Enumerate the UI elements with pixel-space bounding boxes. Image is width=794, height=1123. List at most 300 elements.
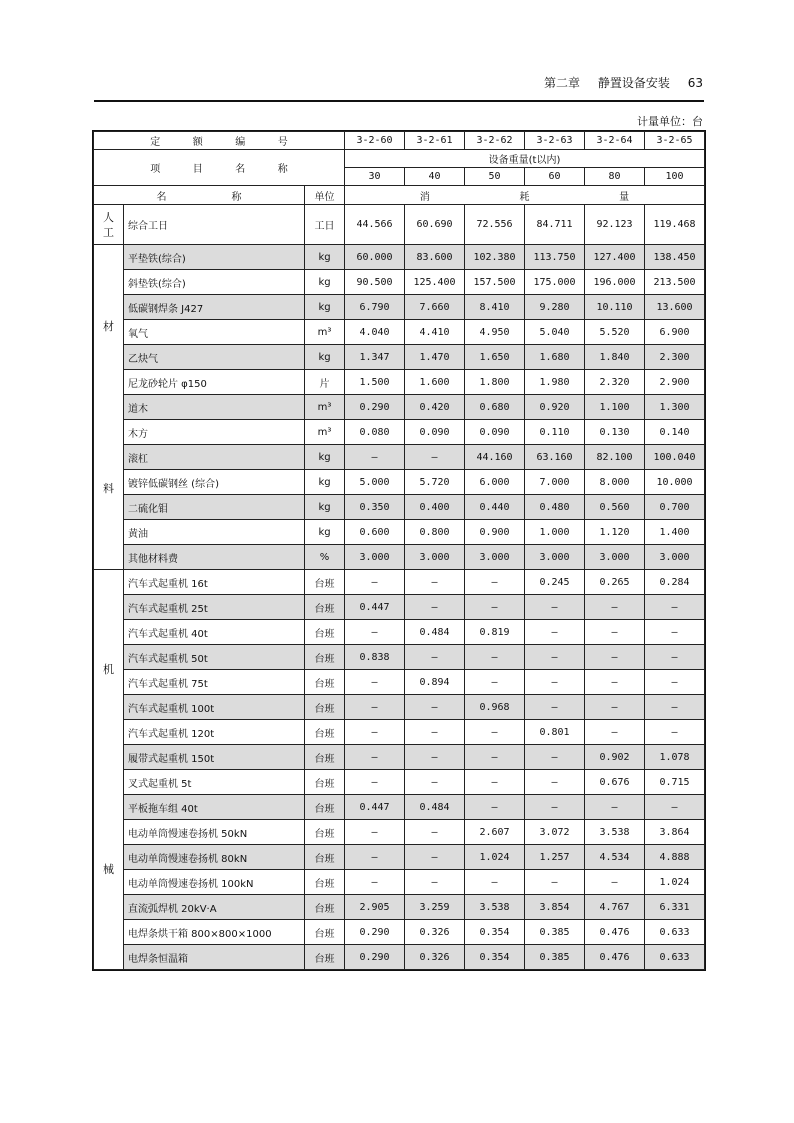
- value-cell: —: [645, 670, 705, 695]
- value-cell: —: [645, 620, 705, 645]
- value-cell: 125.400: [405, 270, 465, 295]
- header-char: 量: [619, 191, 630, 203]
- item-name-cell: 镀锌低碳钢丝 (综合): [124, 470, 305, 495]
- table-row: [94, 870, 705, 895]
- value-cell: —: [405, 745, 465, 770]
- value-cell: 1.024: [645, 870, 705, 895]
- value-cell: 0.350: [345, 495, 405, 520]
- value-cell: 4.410: [405, 320, 465, 345]
- unit-cell: kg: [305, 270, 345, 295]
- value-cell: 5.040: [525, 320, 585, 345]
- value-cell: —: [345, 620, 405, 645]
- value-cell: 6.900: [645, 320, 705, 345]
- value-cell: 0.902: [585, 745, 645, 770]
- value-cell: 0.476: [585, 920, 645, 945]
- table-row: [94, 745, 705, 770]
- item-name-cell: 平垫铁(综合): [124, 245, 305, 270]
- value-cell: 3.864: [645, 820, 705, 845]
- weight-cell: 100: [645, 168, 705, 186]
- value-cell: 175.000: [525, 270, 585, 295]
- value-cell: 82.100: [585, 445, 645, 470]
- item-name-cell: 滚杠: [124, 445, 305, 470]
- value-cell: —: [345, 570, 405, 595]
- value-cell: 3.000: [585, 545, 645, 570]
- table-row: [94, 945, 705, 970]
- header-char: 号: [277, 137, 288, 148]
- value-cell: 90.500: [345, 270, 405, 295]
- value-cell: 8.000: [585, 470, 645, 495]
- value-cell: 3.854: [525, 895, 585, 920]
- table-row: [94, 895, 705, 920]
- value-cell: 0.090: [465, 420, 525, 445]
- table-row: [94, 495, 705, 520]
- item-name-cell: 道木: [124, 395, 305, 420]
- value-cell: 1.300: [645, 395, 705, 420]
- consume-header: [345, 186, 705, 205]
- value-cell: 8.410: [465, 295, 525, 320]
- value-cell: 5.000: [345, 470, 405, 495]
- item-name-cell: 乙炔气: [124, 345, 305, 370]
- value-cell: 3.000: [465, 545, 525, 570]
- quota-number-header: [94, 132, 345, 150]
- unit-cell: 片: [305, 370, 345, 395]
- table-row: [94, 370, 705, 395]
- table-row: [94, 720, 705, 745]
- table-row: [94, 395, 705, 420]
- page-header: [0, 74, 703, 91]
- value-cell: 3.000: [645, 545, 705, 570]
- value-cell: —: [465, 645, 525, 670]
- table-row: [94, 670, 705, 695]
- value-cell: —: [345, 720, 405, 745]
- item-name-cell: 电动单筒慢速卷扬机 50kN: [124, 820, 305, 845]
- category-machine-char: 机: [103, 663, 114, 677]
- value-cell: 3.000: [525, 545, 585, 570]
- header-rule: [94, 100, 704, 102]
- value-cell: 0.245: [525, 570, 585, 595]
- value-cell: —: [525, 870, 585, 895]
- item-name-cell: 汽车式起重机 50t: [124, 645, 305, 670]
- value-cell: 100.040: [645, 445, 705, 470]
- value-cell: 3.538: [585, 820, 645, 845]
- value-cell: 5.520: [585, 320, 645, 345]
- unit-cell: m³: [305, 420, 345, 445]
- value-cell: —: [405, 770, 465, 795]
- unit-cell: 工日: [305, 205, 345, 245]
- item-name-cell: 汽车式起重机 100t: [124, 695, 305, 720]
- item-name-cell: 汽车式起重机 25t: [124, 595, 305, 620]
- table-row: [94, 795, 705, 820]
- value-cell: 0.968: [465, 695, 525, 720]
- value-cell: 10.110: [585, 295, 645, 320]
- unit-label: 计量单位：台: [637, 115, 703, 128]
- value-cell: 1.120: [585, 520, 645, 545]
- header-char: 项: [150, 164, 161, 175]
- value-cell: 0.633: [645, 945, 705, 970]
- value-cell: 0.484: [405, 620, 465, 645]
- value-cell: 7.000: [525, 470, 585, 495]
- value-cell: 0.284: [645, 570, 705, 595]
- unit-cell: kg: [305, 245, 345, 270]
- value-cell: 0.110: [525, 420, 585, 445]
- value-cell: 0.920: [525, 395, 585, 420]
- value-cell: 0.819: [465, 620, 525, 645]
- weight-cell: 60: [525, 168, 585, 186]
- value-cell: —: [345, 770, 405, 795]
- value-cell: —: [645, 720, 705, 745]
- value-cell: —: [585, 795, 645, 820]
- value-cell: —: [405, 595, 465, 620]
- value-cell: 1.078: [645, 745, 705, 770]
- code-cell: 3-2-61: [405, 132, 465, 150]
- value-cell: 0.838: [345, 645, 405, 670]
- unit-cell: 台班: [305, 695, 345, 720]
- value-cell: 6.331: [645, 895, 705, 920]
- code-cell: 3-2-60: [345, 132, 405, 150]
- value-cell: —: [585, 870, 645, 895]
- table-row: [94, 420, 705, 445]
- value-cell: 1.650: [465, 345, 525, 370]
- unit-cell: 台班: [305, 945, 345, 970]
- unit-cell: 台班: [305, 795, 345, 820]
- value-cell: 0.484: [405, 795, 465, 820]
- value-cell: 0.326: [405, 920, 465, 945]
- value-cell: 83.600: [405, 245, 465, 270]
- header-char: 编: [235, 137, 246, 148]
- value-cell: 0.140: [645, 420, 705, 445]
- value-cell: 3.538: [465, 895, 525, 920]
- value-cell: 4.950: [465, 320, 525, 345]
- item-name-cell: 木方: [124, 420, 305, 445]
- table-row: [94, 345, 705, 370]
- value-cell: —: [585, 595, 645, 620]
- item-name-cell: 尼龙砂轮片 φ150: [124, 370, 305, 395]
- value-cell: —: [405, 870, 465, 895]
- value-cell: 60.690: [405, 205, 465, 245]
- unit-cell: 台班: [305, 720, 345, 745]
- value-cell: 13.600: [645, 295, 705, 320]
- value-cell: 0.447: [345, 795, 405, 820]
- value-cell: 0.476: [585, 945, 645, 970]
- value-cell: —: [405, 820, 465, 845]
- unit-cell: 台班: [305, 770, 345, 795]
- item-name-cell: 汽车式起重机 16t: [124, 570, 305, 595]
- value-cell: 2.905: [345, 895, 405, 920]
- value-cell: —: [585, 695, 645, 720]
- value-cell: 1.470: [405, 345, 465, 370]
- unit-col-header: 单位: [305, 186, 345, 205]
- value-cell: 1.000: [525, 520, 585, 545]
- unit-cell: 台班: [305, 620, 345, 645]
- header-char: 名: [156, 191, 167, 203]
- item-name-cell: 综合工日: [124, 205, 305, 245]
- value-cell: —: [465, 670, 525, 695]
- value-cell: 0.290: [345, 920, 405, 945]
- code-cell: 3-2-62: [465, 132, 525, 150]
- value-cell: 0.633: [645, 920, 705, 945]
- value-cell: 0.385: [525, 945, 585, 970]
- weight-cell: 40: [405, 168, 465, 186]
- value-cell: —: [405, 570, 465, 595]
- unit-cell: %: [305, 545, 345, 570]
- item-name-cell: 其他材料费: [124, 545, 305, 570]
- category-material: [94, 245, 124, 570]
- table-row: [94, 245, 705, 270]
- value-cell: 0.400: [405, 495, 465, 520]
- unit-cell: kg: [305, 295, 345, 320]
- item-name-cell: 斜垫铁(综合): [124, 270, 305, 295]
- category-machine: [94, 570, 124, 970]
- item-name-cell: 氧气: [124, 320, 305, 345]
- item-name-cell: 电焊条烘干箱 800×800×1000: [124, 920, 305, 945]
- value-cell: 0.326: [405, 945, 465, 970]
- value-cell: 0.680: [465, 395, 525, 420]
- unit-cell: 台班: [305, 870, 345, 895]
- value-cell: 0.447: [345, 595, 405, 620]
- value-cell: 0.420: [405, 395, 465, 420]
- table-row: [94, 520, 705, 545]
- page-number: 63: [687, 76, 703, 90]
- value-cell: 0.600: [345, 520, 405, 545]
- table-row: [94, 770, 705, 795]
- value-cell: 0.480: [525, 495, 585, 520]
- unit-cell: 台班: [305, 670, 345, 695]
- header-char: 额: [192, 137, 203, 148]
- chapter-label: 第二章: [544, 76, 581, 90]
- value-cell: —: [525, 745, 585, 770]
- value-cell: —: [405, 845, 465, 870]
- value-cell: 6.000: [465, 470, 525, 495]
- value-cell: 1.980: [525, 370, 585, 395]
- item-name-cell: 电动单筒慢速卷扬机 80kN: [124, 845, 305, 870]
- unit-cell: kg: [305, 520, 345, 545]
- header-char: 消: [419, 191, 430, 203]
- table-row: [94, 820, 705, 845]
- unit-cell: m³: [305, 395, 345, 420]
- value-cell: —: [405, 445, 465, 470]
- item-name-header: [94, 150, 345, 186]
- value-cell: 4.040: [345, 320, 405, 345]
- value-cell: —: [405, 645, 465, 670]
- value-cell: 113.750: [525, 245, 585, 270]
- weight-cell: 30: [345, 168, 405, 186]
- unit-cell: 台班: [305, 895, 345, 920]
- category-material-char: 料: [103, 481, 114, 495]
- item-name-cell: 电焊条恒温箱: [124, 945, 305, 970]
- value-cell: —: [585, 620, 645, 645]
- value-cell: —: [585, 670, 645, 695]
- value-cell: 1.500: [345, 370, 405, 395]
- value-cell: 0.265: [585, 570, 645, 595]
- value-cell: —: [525, 595, 585, 620]
- item-name-cell: 二硫化钼: [124, 495, 305, 520]
- value-cell: 63.160: [525, 445, 585, 470]
- value-cell: —: [345, 820, 405, 845]
- value-cell: 1.257: [525, 845, 585, 870]
- value-cell: 84.711: [525, 205, 585, 245]
- value-cell: —: [345, 445, 405, 470]
- value-cell: 0.080: [345, 420, 405, 445]
- value-cell: 0.090: [405, 420, 465, 445]
- table-row: [94, 320, 705, 345]
- value-cell: 1.024: [465, 845, 525, 870]
- table-row: [94, 205, 705, 245]
- item-name-cell: 汽车式起重机 120t: [124, 720, 305, 745]
- value-cell: 3.000: [345, 545, 405, 570]
- value-cell: 2.900: [645, 370, 705, 395]
- value-cell: —: [465, 745, 525, 770]
- value-cell: 0.715: [645, 770, 705, 795]
- unit-cell: kg: [305, 495, 345, 520]
- weight-header: 设备重量(t以内): [345, 150, 705, 168]
- category-material-char: 材: [103, 319, 114, 333]
- value-cell: —: [465, 870, 525, 895]
- value-cell: 2.607: [465, 820, 525, 845]
- section-title: 静置设备安装: [597, 76, 670, 90]
- unit-cell: kg: [305, 445, 345, 470]
- table-row: [94, 470, 705, 495]
- value-cell: —: [585, 720, 645, 745]
- unit-cell: 台班: [305, 820, 345, 845]
- value-cell: 0.900: [465, 520, 525, 545]
- table-row: [94, 920, 705, 945]
- table-row: [94, 295, 705, 320]
- value-cell: —: [465, 720, 525, 745]
- code-cell: 3-2-63: [525, 132, 585, 150]
- value-cell: —: [645, 795, 705, 820]
- value-cell: 0.130: [585, 420, 645, 445]
- value-cell: 3.072: [525, 820, 585, 845]
- value-cell: 44.566: [345, 205, 405, 245]
- unit-cell: kg: [305, 470, 345, 495]
- table-row: [94, 645, 705, 670]
- table-row: [94, 845, 705, 870]
- name-col-header: [94, 186, 305, 205]
- table-row: [94, 445, 705, 470]
- value-cell: —: [465, 595, 525, 620]
- value-cell: 0.290: [345, 945, 405, 970]
- header-char: 耗: [519, 191, 530, 203]
- value-cell: 0.385: [525, 920, 585, 945]
- value-cell: 1.347: [345, 345, 405, 370]
- value-cell: 4.534: [585, 845, 645, 870]
- value-cell: 72.556: [465, 205, 525, 245]
- value-cell: —: [525, 695, 585, 720]
- header-char: 称: [277, 164, 288, 175]
- unit-cell: 台班: [305, 645, 345, 670]
- value-cell: 0.354: [465, 920, 525, 945]
- value-cell: 0.894: [405, 670, 465, 695]
- unit-cell: 台班: [305, 920, 345, 945]
- item-name-cell: 汽车式起重机 75t: [124, 670, 305, 695]
- value-cell: —: [465, 770, 525, 795]
- value-cell: 2.320: [585, 370, 645, 395]
- value-cell: —: [525, 620, 585, 645]
- value-cell: 127.400: [585, 245, 645, 270]
- quota-table: [93, 131, 705, 970]
- value-cell: 10.000: [645, 470, 705, 495]
- table-row: [94, 695, 705, 720]
- unit-cell: 台班: [305, 745, 345, 770]
- value-cell: —: [645, 695, 705, 720]
- header-char: 目: [192, 164, 203, 175]
- value-cell: —: [345, 870, 405, 895]
- value-cell: —: [345, 670, 405, 695]
- value-cell: —: [345, 745, 405, 770]
- value-cell: 138.450: [645, 245, 705, 270]
- value-cell: —: [645, 645, 705, 670]
- value-cell: —: [465, 795, 525, 820]
- unit-cell: kg: [305, 345, 345, 370]
- value-cell: 0.440: [465, 495, 525, 520]
- value-cell: 0.800: [405, 520, 465, 545]
- value-cell: —: [405, 695, 465, 720]
- table-row: [94, 570, 705, 595]
- value-cell: 1.600: [405, 370, 465, 395]
- category-labor: [94, 205, 124, 245]
- value-cell: 1.680: [525, 345, 585, 370]
- value-cell: 4.888: [645, 845, 705, 870]
- value-cell: 1.800: [465, 370, 525, 395]
- value-cell: —: [525, 670, 585, 695]
- value-cell: 0.560: [585, 495, 645, 520]
- value-cell: 7.660: [405, 295, 465, 320]
- value-cell: 1.840: [585, 345, 645, 370]
- value-cell: 9.280: [525, 295, 585, 320]
- value-cell: 60.000: [345, 245, 405, 270]
- value-cell: —: [585, 645, 645, 670]
- value-cell: 0.700: [645, 495, 705, 520]
- value-cell: —: [345, 695, 405, 720]
- code-cell: 3-2-65: [645, 132, 705, 150]
- value-cell: 92.123: [585, 205, 645, 245]
- item-name-cell: 叉式起重机 5t: [124, 770, 305, 795]
- table-row: [94, 595, 705, 620]
- header-char: 定: [150, 137, 161, 148]
- value-cell: —: [525, 645, 585, 670]
- value-cell: 1.100: [585, 395, 645, 420]
- item-name-cell: 电动单筒慢速卷扬机 100kN: [124, 870, 305, 895]
- value-cell: 0.801: [525, 720, 585, 745]
- value-cell: —: [345, 845, 405, 870]
- value-cell: —: [405, 720, 465, 745]
- value-cell: 0.354: [465, 945, 525, 970]
- value-cell: 2.300: [645, 345, 705, 370]
- value-cell: 6.790: [345, 295, 405, 320]
- value-cell: 102.380: [465, 245, 525, 270]
- item-name-cell: 履带式起重机 150t: [124, 745, 305, 770]
- value-cell: 157.500: [465, 270, 525, 295]
- value-cell: —: [465, 570, 525, 595]
- weight-cell: 80: [585, 168, 645, 186]
- value-cell: 5.720: [405, 470, 465, 495]
- table-row: [94, 270, 705, 295]
- header-char: 称: [231, 191, 242, 203]
- unit-cell: 台班: [305, 845, 345, 870]
- item-name-cell: 汽车式起重机 40t: [124, 620, 305, 645]
- value-cell: 44.160: [465, 445, 525, 470]
- value-cell: 3.259: [405, 895, 465, 920]
- value-cell: —: [645, 595, 705, 620]
- value-cell: 3.000: [405, 545, 465, 570]
- unit-cell: 台班: [305, 595, 345, 620]
- category-labor-text: 人工: [103, 210, 114, 239]
- value-cell: 0.676: [585, 770, 645, 795]
- value-cell: 213.500: [645, 270, 705, 295]
- unit-cell: m³: [305, 320, 345, 345]
- table-row: [94, 545, 705, 570]
- value-cell: 196.000: [585, 270, 645, 295]
